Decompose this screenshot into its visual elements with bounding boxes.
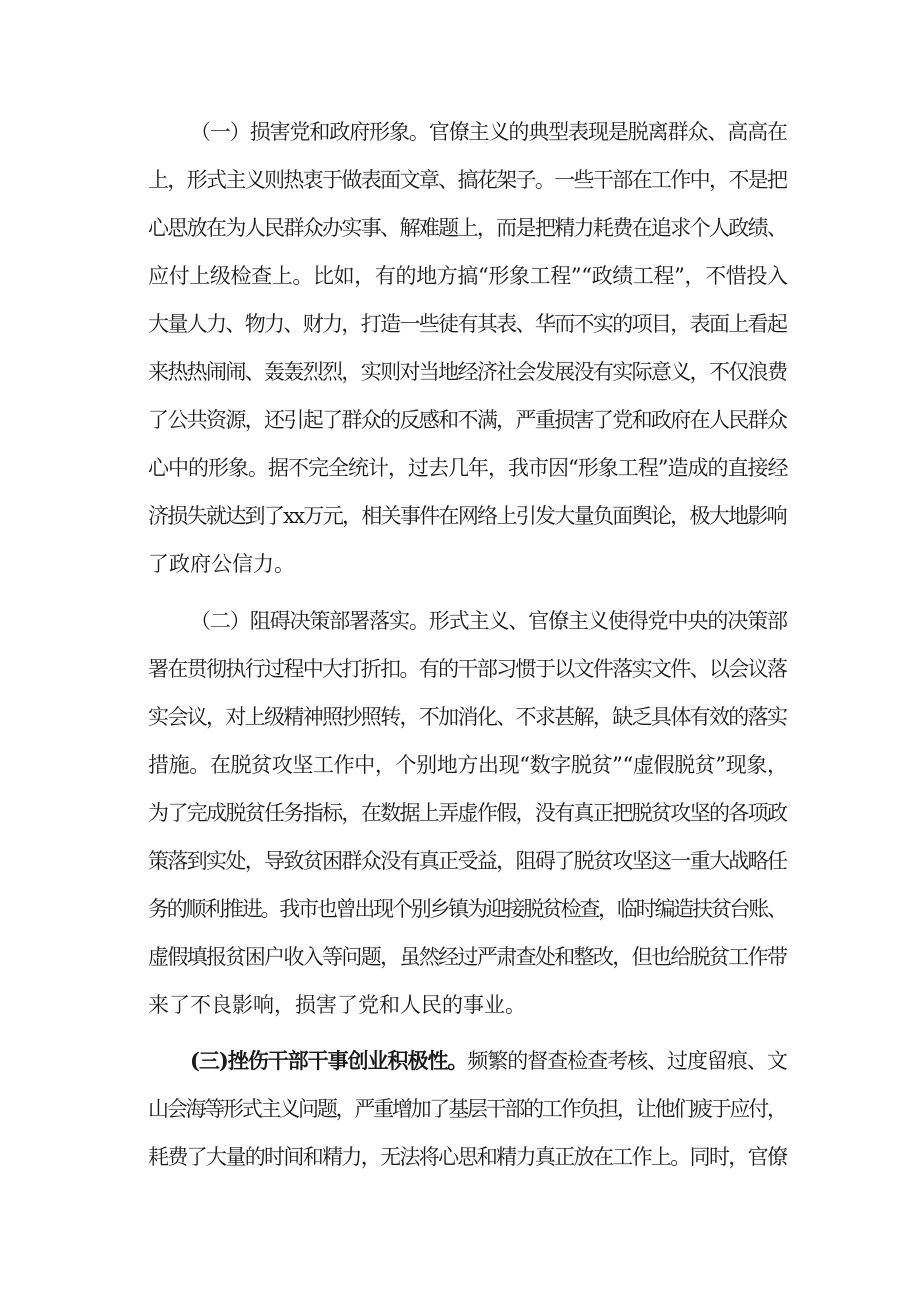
- section-heading: (三)挫伤干部干事创业积极性。: [190, 1048, 468, 1073]
- paragraph-line: 了公共资源，还引起了群众的反感和不满，严重损害了党和政府在人民群众: [148, 408, 787, 432]
- paragraph-line: 实会议，对上级精神照抄照转，不加消化、不求甚解，缺乏具体有效的落实: [148, 705, 787, 729]
- section-heading: （一）损害党和政府形象。: [190, 120, 429, 144]
- paragraph-line: 措施。在脱贫攻坚工作中，个别地方出现“数字脱贫”“虚假脱贫”现象，: [148, 753, 788, 777]
- paragraph-line: 来了不良影响，损害了党和人民的事业。: [148, 993, 526, 1017]
- paragraph-line: 为了完成脱贫任务指标，在数据上弄虚作假，没有真正把脱贫攻坚的各项政: [148, 801, 787, 825]
- paragraph-line: (三)挫伤干部干事创业积极性。频繁的督查检查考核、过度留痕、文: [190, 1048, 787, 1073]
- paragraph-line: 山会海等形式主义问题，严重增加了基层干部的工作负担，让他们疲于应付，: [148, 1097, 786, 1121]
- paragraph-line: （二）阻碍决策部署落实。形式主义、官僚主义使得党中央的决策部: [190, 609, 787, 633]
- paragraph-line: 署在贯彻执行过程中大打折扣。有的干部习惯于以文件落实文件、以会议落: [148, 657, 787, 681]
- paragraph-line: 策落到实处，导致贫困群众没有真正受益，阻碍了脱贫攻坚这一重大战略任: [148, 849, 787, 873]
- paragraph-line: 虚假填报贫困户收入等问题，虽然经过严肃查处和整改，但也给脱贫工作带: [148, 945, 787, 969]
- paragraph-line: 大量人力、物力、财力，打造一些徒有其表、华而不实的项目，表面上看起: [148, 312, 787, 336]
- paragraph-line: （一）损害党和政府形象。官僚主义的典型表现是脱离群众、高高在: [190, 120, 787, 144]
- paragraph-line: 应付上级检查上。比如，有的地方搞“形象工程”“政绩工程”，不惜投入: [148, 264, 788, 288]
- paragraph-line: 耗费了大量的时间和精力，无法将心思和精力真正放在工作上。同时，官僚: [148, 1145, 787, 1169]
- paragraph-line: 济损失就达到了xx万元，相关事件在网络上引发大量负面舆论，极大地影响: [148, 504, 786, 528]
- paragraph-line: 来热热闹闹、轰轰烈烈，实则对当地经济社会发展没有实际意义，不仅浪费: [148, 360, 787, 384]
- paragraph-line: 心思放在为人民群众办实事、解难题上，而是把精力耗费在追求个人政绩、: [148, 216, 787, 240]
- section-heading: （二）阻碍决策部署落实。: [190, 609, 429, 633]
- paragraph-line: 上，形式主义则热衷于做表面文章、搞花架子。一些干部在工作中，不是把: [148, 168, 787, 192]
- paragraph-line: 心中的形象。据不完全统计，过去几年，我市因“形象工程”造成的直接经: [148, 456, 788, 480]
- paragraph-line: 了政府公信力。: [148, 552, 295, 576]
- paragraph-line: 务的顺利推进。我市也曾出现个别乡镇为迎接脱贫检查，临时编造扶贫台账、: [148, 897, 786, 921]
